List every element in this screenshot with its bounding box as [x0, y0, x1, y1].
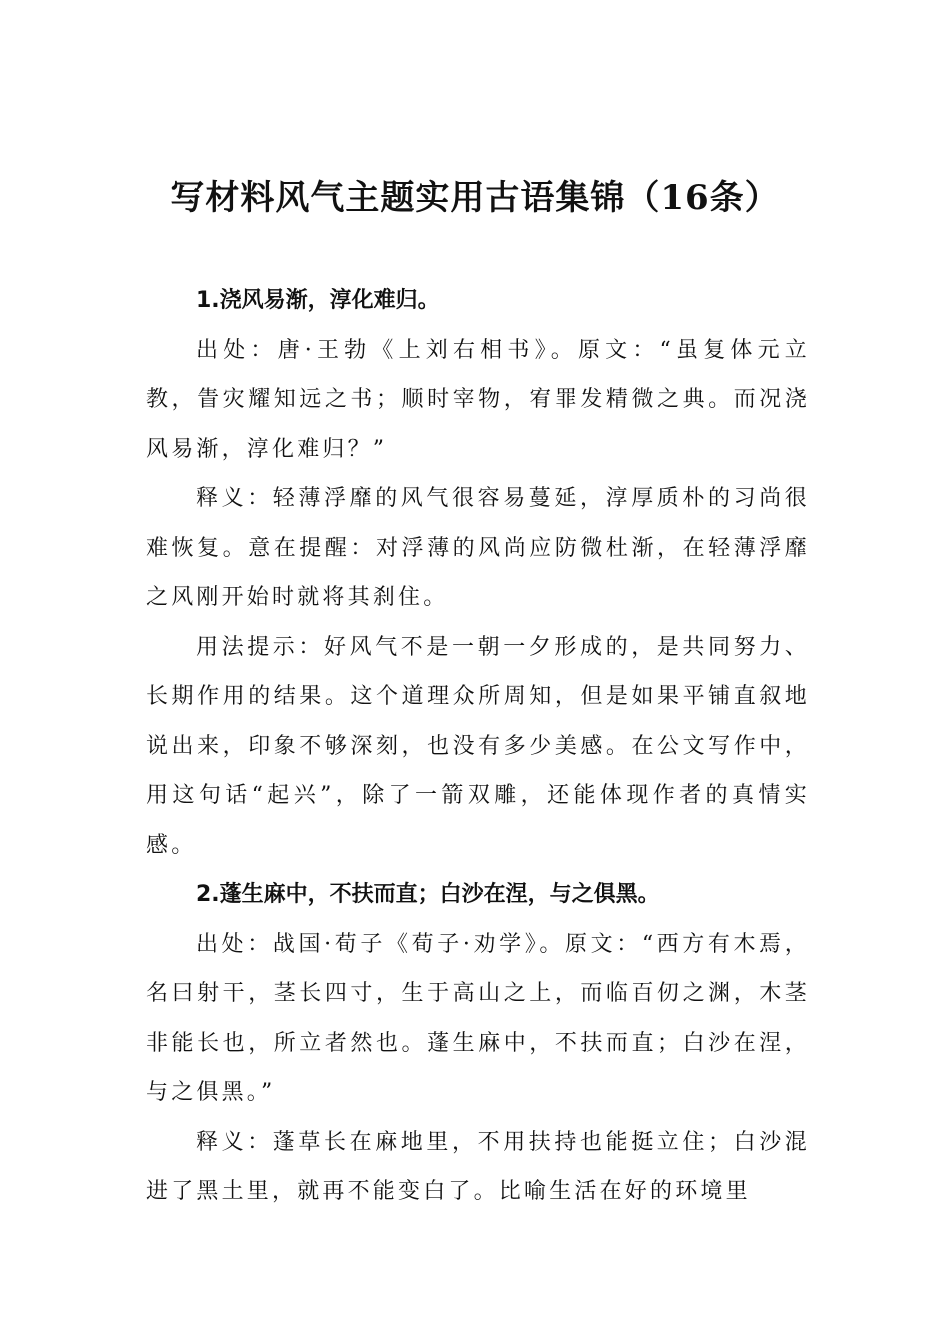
- section-2-heading: 2.蓬生麻中，不扶而直；白沙在涅，与之俱黑。: [196, 882, 660, 907]
- section-2-meaning: 释义：蓬草长在麻地里，不用扶持也能挺立住；白沙混进了黑土里，就再不能变白了。比喻生活在好的环境里: [146, 1129, 810, 1204]
- section-1-usage: 用法提示：好风气不是一朝一夕形成的，是共同努力、长期作用的结果。这个道理众所周知，但是如果平铺直叙地说出来，印象不够深刻，也没有多少美感。在公文写作中，用这句话“起兴”，除了一箭双雕，还能体现作者的真情实感。: [146, 634, 810, 858]
- document-body: [146, 276, 810, 1217]
- document-title: 写材料风气主题实用古语集锦（16条）: [170, 178, 780, 218]
- section-1-meaning: 释义：轻薄浮靡的风气很容易蔓延，淳厚质朴的习尚很难恢复。意在提醒：对浮薄的风尚应防微杜渐，在轻薄浮靡之风刚开始时就将其刹住。: [146, 486, 810, 610]
- section-1-heading: 1.浇风易渐，淳化难归。: [196, 288, 440, 313]
- section-2-source: 出处：战国·荀子《荀子·劝学》。原文：“西方有木焉，名曰射干，茎长四寸，生于高山之上，而临百仞之渊，木茎非能长也，所立者然也。蓬生麻中，不扶而直；白沙在涅，与之俱黑。”: [146, 931, 810, 1105]
- section-1-source: 出处：唐·王勃《上刘右相书》。原文：“虽复体元立教，眚灾耀知远之书；顺时宰物，宥罪发精微之典。而况浇风易渐，淳化难归？”: [146, 337, 810, 462]
